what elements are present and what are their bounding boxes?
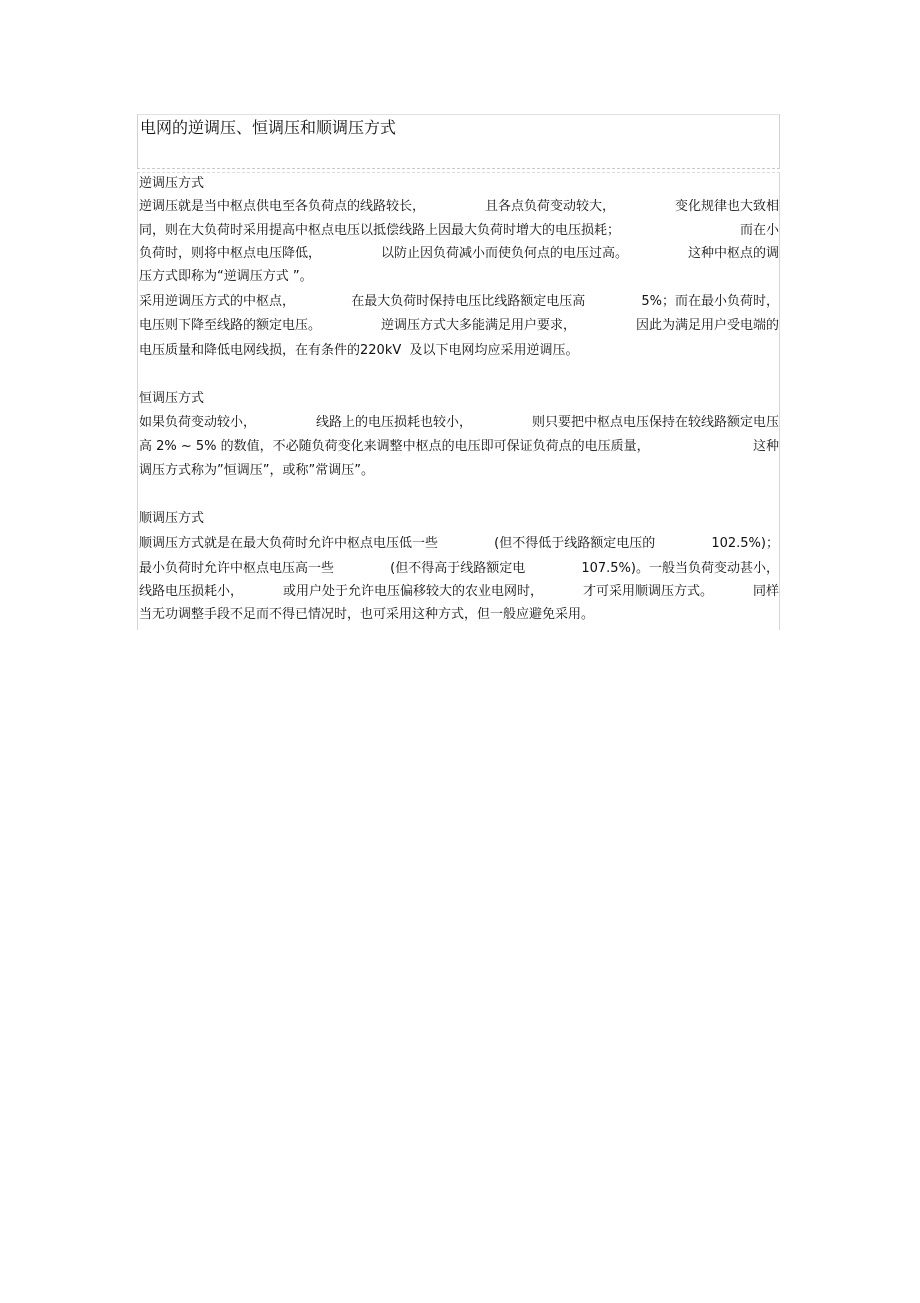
paragraph-line	[139, 340, 779, 362]
paragraph-line	[139, 196, 779, 218]
text-segment: 如果负荷变动较小，	[139, 415, 257, 430]
text-segment: 在最大负荷时保持电压比线路额定电压高	[351, 294, 586, 309]
text-segment: 顺调压方式就是在最大负荷时允许中枢点电压低一些	[139, 536, 439, 551]
text-segment: 这种	[752, 439, 779, 454]
text-segment: 电压质量和降低电网线损，在有条件的	[139, 343, 361, 358]
text-segment: 102.5%)；	[711, 536, 779, 551]
paragraph-line	[139, 243, 779, 265]
paragraph-line	[139, 291, 779, 313]
text-segment: 高 2% ~ 5% 的数值，不必随负荷变化来调整中枢点的电压即可保证负荷点的电压质量，	[139, 439, 650, 454]
text-segment: 且各点负荷变动较大，	[484, 199, 615, 214]
text-segment: 220kV 及以下电网均应采用逆调压。	[360, 343, 579, 358]
text-segment: (但不得高于线路额定电	[390, 561, 526, 576]
paragraph-line	[139, 460, 779, 482]
text-segment: 5%；而在最小负荷时，	[641, 294, 779, 309]
text-segment: 负荷时，则将中枢点电压降低，	[139, 246, 322, 261]
text-segment: 压方式即称为“逆调压方式 ”。	[139, 269, 313, 284]
text-segment: 以防止因负荷减小而使负何点的电压过高。	[380, 246, 628, 261]
text-segment: 线路电压损耗小，	[139, 584, 244, 599]
text-segment: 电压则下降至线路的额定电压。	[139, 318, 322, 333]
text-segment: 最小负荷时允许中枢点电压高一些	[139, 561, 335, 576]
text-segment: 逆调压就是当中枢点供电至各负荷点的线路较长，	[139, 199, 426, 214]
text-segment: 采用逆调压方式的中枢点，	[139, 294, 296, 309]
paragraph-line	[139, 412, 779, 434]
text-segment: 线路上的电压损耗也较小，	[315, 415, 472, 430]
text-segment: 调压方式称为”恒调压”，或称”常调压”。	[139, 463, 374, 478]
paragraph-line	[139, 533, 779, 555]
paragraph-line	[139, 604, 779, 626]
text-segment: 才可采用顺调压方式。	[582, 584, 713, 599]
section-heading: 恒调压方式	[139, 391, 205, 406]
text-segment: 这种中枢点的调	[687, 246, 779, 261]
document-title: 电网的逆调压、恒调压和顺调压方式	[140, 118, 397, 137]
text-segment: 107.5%)。一般当负荷变动甚小，	[581, 561, 779, 576]
text-segment: 因此为满足用户受电端的	[635, 318, 779, 333]
section-heading: 逆调压方式	[139, 176, 205, 191]
section-heading: 顺调压方式	[139, 511, 205, 526]
text-segment: 逆调压方式大多能满足用户要求，	[380, 318, 576, 333]
paragraph-line	[139, 315, 779, 337]
text-segment: 或用户处于允许电压偏移较大的农业电网时，	[282, 584, 543, 599]
title-box	[137, 114, 780, 169]
paragraph-line	[139, 220, 779, 242]
text-segment: 而在小	[739, 223, 779, 238]
text-segment: 当无功调整手段不足而不得已情况时，也可采用这种方式，但一般应避免采用。	[139, 607, 595, 622]
paragraph-line	[139, 436, 779, 458]
paragraph-line	[139, 558, 779, 580]
text-segment: 变化规律也大致相	[674, 199, 779, 214]
text-segment: 同样	[752, 584, 779, 599]
paragraph-line	[139, 581, 779, 603]
text-segment: 同，则在大负荷时采用提高中枢点电压以抵偿线路上因最大负荷时增大的电压损耗；	[139, 223, 621, 238]
text-segment: 则只要把中枢点电压保持在较线路额定电压	[531, 415, 779, 430]
text-segment: (但不得低于线路额定电压的	[494, 536, 656, 551]
paragraph-line	[139, 266, 779, 288]
